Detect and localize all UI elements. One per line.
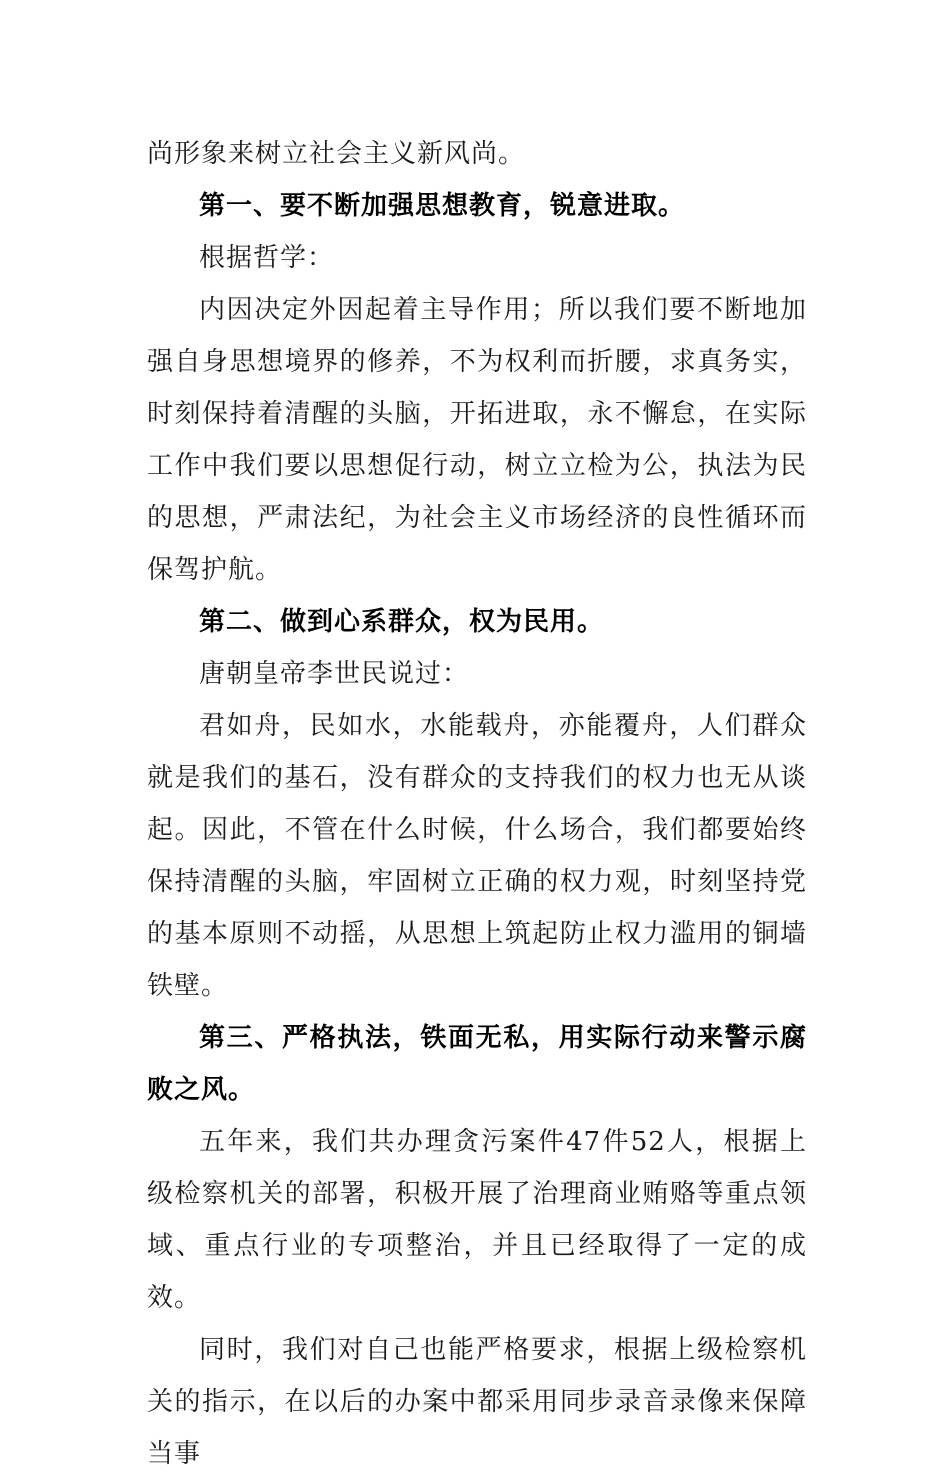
paragraph-continuation: 尚形象来树立社会主义新风尚。 [147,139,526,169]
paragraph-five-years: 五年来，我们共办理贪污案件47件52人，根据上级检察机关的部署，积极开展了治理商业贿赂等重点领域、重点行业的专项整治，并且已经取得了一定的成效。 [147,1127,807,1313]
paragraph-lead-in-quote: 唐朝皇帝李世民说过： [199,659,470,689]
section-heading-2: 第二、做到心系群众，权为民用。 [199,607,605,637]
paragraph-self-discipline: 同时，我们对自己也能严格要求，根据上级检察机关的指示，在以后的办案中都采用同步录音录像来保障当事 [147,1335,807,1469]
paragraph-internal-cause: 内因决定外因起着主导作用；所以我们要不断地加强自身思想境界的修养，不为权利而折腰，求真务实，时刻保持着清醒的头脑，开拓进取，永不懈怠，在实际工作中我们要以思想促行动，树立立检为公，执法为民的思想，严肃法纪，为社会主义市场经济的良性循环而保驾护航。 [147,295,807,585]
paragraph-lead-in-philosophy: 根据哲学： [199,243,335,273]
document-body [147,128,807,1480]
section-heading-1: 第一、要不断加强思想教育，锐意进取。 [199,191,686,221]
paragraph-boat-water: 君如舟，民如水，水能载舟，亦能覆舟，人们群众就是我们的基石，没有群众的支持我们的权力也无从谈起。因此，不管在什么时候，什么场合，我们都要始终保持清醒的头脑，牢固树立正确的权力观，时刻坚持党的基本原则不动摇，从思想上筑起防止权力滥用的铜墙铁壁。 [147,711,807,1001]
section-heading-3: 第三、严格执法，铁面无私，用实际行动来警示腐败之风。 [147,1023,807,1105]
